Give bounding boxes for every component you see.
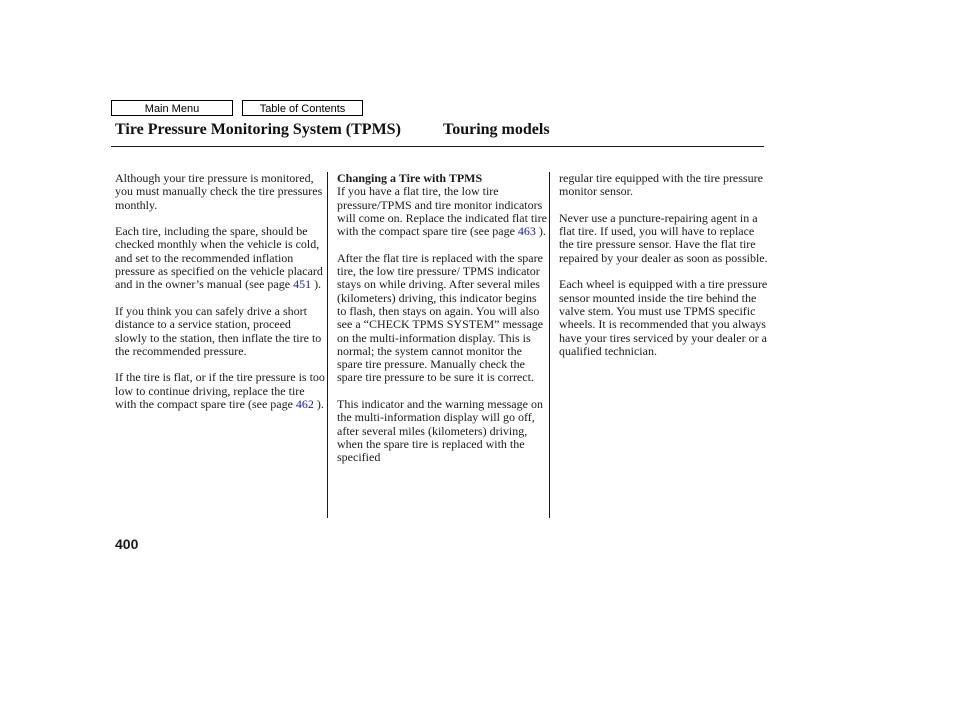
main-menu-button[interactable]: Main Menu	[111, 100, 233, 116]
page-subtitle: Touring models	[443, 121, 550, 138]
paragraph-text: Each tire, including the spare, should be checked monthly when the vehicle is cold, and set to the recommended inflation pressure as specified on the vehicle placard and in the owner’s manual (see page	[115, 224, 323, 292]
paragraph-text: ).	[314, 277, 322, 292]
paragraph	[337, 185, 547, 238]
paragraph: regular tire equipped with the tire pressure monitor sensor.	[559, 171, 763, 199]
table-of-contents-button[interactable]: Table of Contents	[242, 100, 363, 116]
page-link-462[interactable]: 462	[295, 397, 314, 412]
column-divider	[327, 172, 328, 518]
section-heading: Changing a Tire with TPMS	[337, 171, 483, 185]
paragraph	[115, 371, 325, 411]
paragraph-text: ).	[538, 224, 546, 239]
page-number: 400	[115, 536, 139, 552]
page-title: Tire Pressure Monitoring System (TPMS)	[115, 121, 401, 138]
paragraph: Although your tire pressure is monitored, you must manually check the tire pressures monthly.	[115, 171, 323, 212]
paragraph-text: If the tire is flat, or if the tire pressure is too low to continue driving, replace the tire with the compact spare tire (see page	[115, 370, 325, 412]
header-rule	[111, 146, 764, 147]
text-column-3	[559, 172, 769, 371]
page-link-451[interactable]: 451	[293, 277, 312, 292]
text-column-2	[337, 172, 547, 478]
paragraph: Never use a puncture-repairing agent in a flat tire. If used, you will have to replace the tire pressure sensor. Have the flat tire repaired by your dealer as soon as possible.	[559, 210, 768, 265]
page-link-463[interactable]: 463	[517, 224, 536, 239]
text-column-1	[115, 172, 325, 425]
paragraph: Each wheel is equipped with a tire pressure sensor mounted inside the tire behind the valve stem. You must use TPMS specific wheels. It is recommended that you always have your tires serviced by your dealer or a qualified technician.	[559, 277, 768, 358]
paragraph	[115, 225, 325, 291]
column-divider	[549, 172, 550, 518]
paragraph: After the flat tire is replaced with the spare tire, the low tire pressure/ TPMS indicator stays on while driving. After several miles (kilometers) driving, this indicator begins to flash, then stays on again. You will also see a “CHECK TPMS SYSTEM” message on the multi-information display. This is normal; the system cannot monitor the spare tire pressure. Manually check the spare tire pressure to be sure it is correct.	[337, 250, 544, 385]
paragraph-text: If you have a flat tire, the low tire pressure/TPMS and tire monitor indicators will come on. Replace the indicated flat tire with the compact spare tire (see page	[337, 184, 547, 239]
paragraph-text: ).	[316, 397, 324, 412]
paragraph: This indicator and the warning message on the multi-information display will go off, after several miles (kilometers) driving, when the spare tire is replaced with the specified	[337, 397, 543, 465]
paragraph: If you think you can safely drive a short distance to a service station, proceed slowly to the station, then inflate the tire to the recommended pressure.	[115, 303, 322, 358]
